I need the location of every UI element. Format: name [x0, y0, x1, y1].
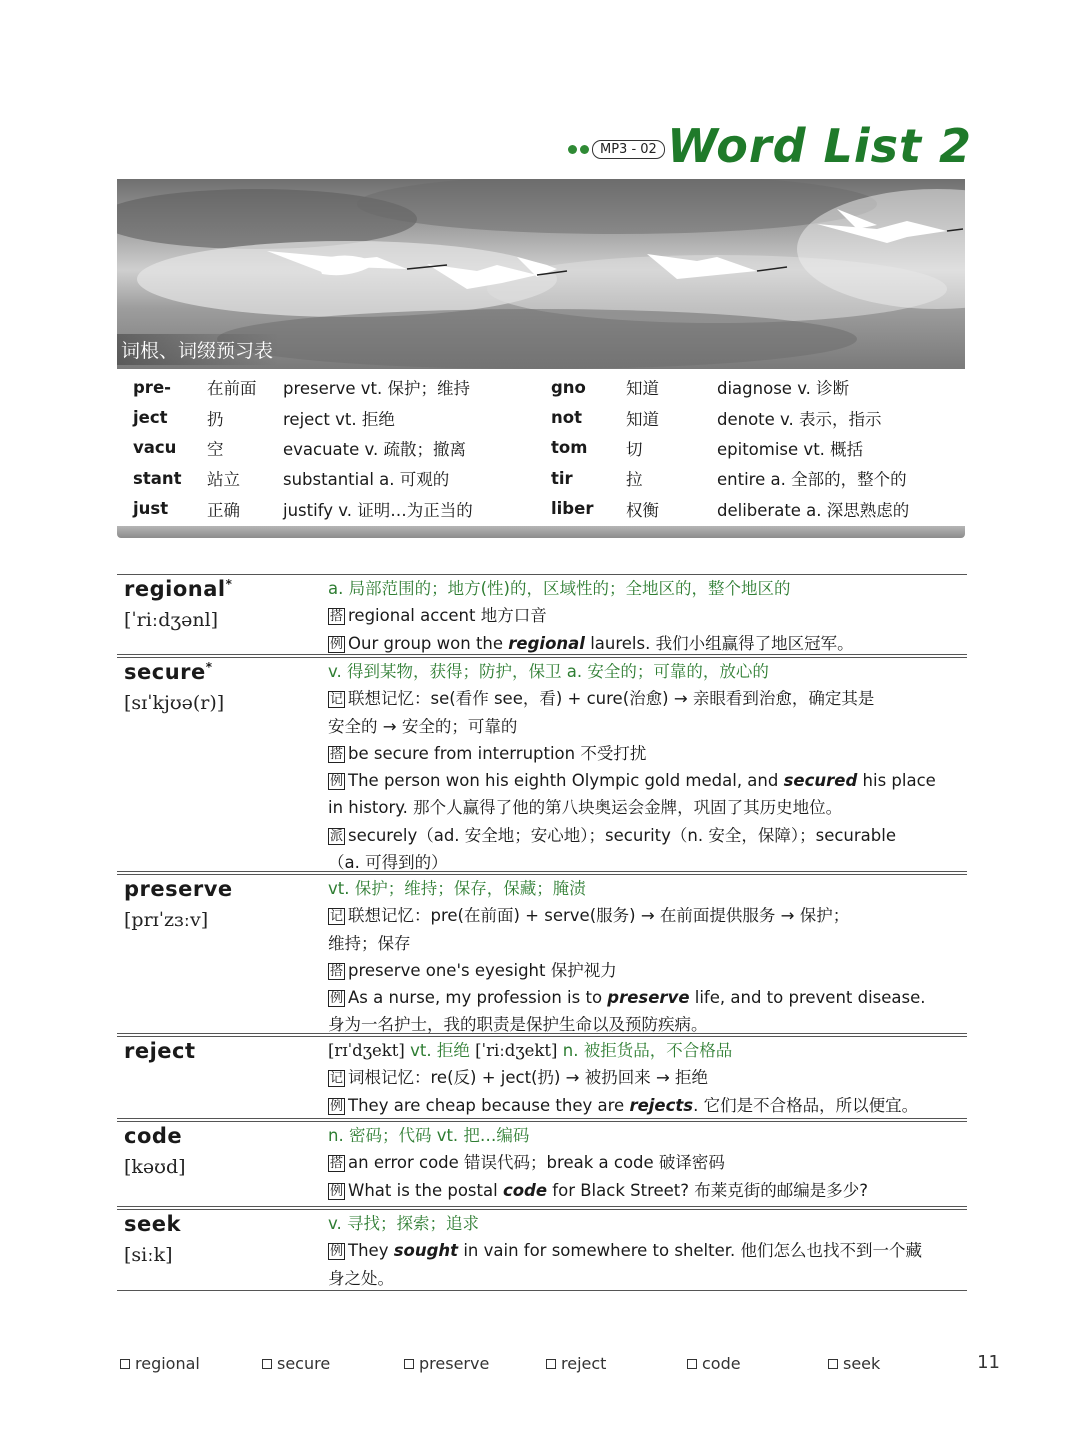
headword: regional*	[124, 577, 233, 601]
header	[560, 118, 972, 178]
roots-preview-table	[117, 372, 965, 524]
root: just	[133, 499, 169, 519]
root: tom	[551, 438, 588, 458]
root: gno	[551, 377, 586, 397]
pronunciation-verb: [rɪˈdʒekt]	[328, 1041, 405, 1060]
checklist-item-seek[interactable]: seek	[828, 1354, 880, 1373]
collocation-tag-icon: 搭	[330, 1156, 344, 1172]
checkbox-icon[interactable]	[546, 1359, 556, 1369]
headword: seek	[124, 1212, 181, 1236]
entry-secure	[117, 657, 967, 872]
entry-reject	[117, 1036, 967, 1119]
roots-row	[117, 372, 909, 402]
roots-row	[117, 402, 909, 432]
mp3-label[interactable]: MP3 - 02	[592, 140, 665, 159]
root-meaning: 在前面	[207, 379, 257, 399]
root-example: entire a. 全部的，整个的	[717, 470, 907, 490]
checklist-item-secure[interactable]: secure	[262, 1354, 330, 1373]
root-meaning: 站立	[207, 470, 240, 490]
root-example: diagnose v. 诊断	[717, 379, 850, 399]
roots-row	[117, 433, 909, 463]
entry-preserve	[117, 874, 967, 1034]
collocation: 搭 regional accent 地方口音	[330, 606, 547, 626]
root: liber	[551, 499, 594, 519]
example-tag-icon: 例	[330, 991, 344, 1007]
checklist-item-preserve[interactable]: preserve	[404, 1354, 489, 1373]
entry-regional	[117, 574, 967, 655]
example-sentence: 例 They are cheap because they are rejects. 它们是不合格品，所以便宜。	[330, 1095, 919, 1115]
derived-tag-icon: 派	[330, 828, 344, 844]
memory-tag-icon: 记	[330, 909, 344, 925]
definition: vt. 保护；维持；保存，保藏；腌渍	[328, 879, 586, 898]
table-bottom-bar	[117, 526, 965, 538]
root: vacu	[133, 438, 177, 458]
root-example: denote v. 表示，指示	[717, 409, 882, 429]
root-meaning: 知道	[626, 409, 659, 429]
memory-tip-cont: 安全的 → 安全的；可靠的	[328, 716, 518, 736]
memory-tip: 记 联想记忆：pre(在前面) + serve(服务) → 在前面提供服务 → 保护；	[330, 906, 850, 926]
definition: v. 寻找；探索；追求	[328, 1214, 479, 1233]
memory-tip: 记 词根记忆：re(反) + ject(扔) → 被扔回来 → 拒绝	[330, 1068, 709, 1088]
pronunciation: [siːk]	[124, 1244, 173, 1266]
pronunciation: [prɪˈzɜːv]	[124, 909, 209, 931]
checkbox-icon[interactable]	[120, 1359, 130, 1369]
root-meaning: 空	[207, 439, 224, 459]
example-sentence-cont: 身之处。	[328, 1268, 394, 1288]
entry-content	[328, 1210, 967, 1294]
pronunciation: [sɪˈkjʊə(r)]	[124, 692, 225, 714]
memory-tag-icon: 记	[330, 692, 344, 708]
root-example: reject vt. 拒绝	[283, 409, 395, 429]
root-example: deliberate a. 深思熟虑的	[717, 500, 910, 520]
banner-image	[117, 179, 965, 369]
root-meaning: 拉	[626, 470, 643, 490]
banner-label: 词根、词缀预习表	[117, 334, 279, 365]
headword: preserve	[124, 877, 233, 901]
headword: secure*	[124, 660, 213, 684]
entry-content	[328, 575, 967, 659]
root-example: substantial a. 可观的	[283, 470, 450, 490]
roots-row	[117, 494, 909, 524]
example-sentence: 例 Our group won the regional laurels. 我们小组赢得了地区冠军。	[330, 633, 854, 653]
example-sentence-cont: in history. 那个人赢得了他的第八块奥运会金牌，巩固了其历史地位。	[328, 798, 843, 818]
star-mark: *	[225, 577, 233, 591]
example-sentence: 例 The person won his eighth Olympic gold medal, and secured his place	[330, 771, 936, 791]
word-entries	[117, 574, 967, 1293]
pronunciation-noun: [ˈriːdʒekt]	[475, 1041, 558, 1060]
entry-content	[328, 875, 967, 1041]
pronunciation: [kəʊd]	[124, 1156, 186, 1178]
checklist-item-code[interactable]: code	[687, 1354, 741, 1373]
root-meaning: 知道	[626, 379, 659, 399]
audio-disc-icon	[568, 145, 577, 154]
entry-code	[117, 1121, 967, 1207]
derived-words-cont: （a. 可得到的）	[328, 853, 448, 873]
checklist-item-regional[interactable]: regional	[120, 1354, 200, 1373]
audio-disc-icon	[580, 145, 589, 154]
definition: a. 局部范围的；地方(性)的，区域性的；全地区的，整个地区的	[328, 579, 791, 598]
definition: [rɪˈdʒekt] vt. 拒绝 [ˈriːdʒekt] n. 被拒货品，不合格品	[328, 1041, 733, 1060]
memory-tip: 记 联想记忆：se(看作 see，看) + cure(治愈) → 亲眼看到治愈，确定其是	[330, 689, 875, 709]
root: pre-	[133, 377, 171, 397]
memory-tip-cont: 维持；保存	[328, 933, 411, 953]
entry-content	[328, 658, 967, 878]
page-title: Word List 2	[667, 119, 972, 173]
checkbox-icon[interactable]	[828, 1359, 838, 1369]
checklist-item-reject[interactable]: reject	[546, 1354, 606, 1373]
checkbox-icon[interactable]	[687, 1359, 697, 1369]
root-meaning: 权衡	[626, 500, 659, 520]
root: ject	[133, 408, 168, 428]
roots-row	[117, 463, 909, 493]
root: stant	[133, 468, 182, 488]
root-example: evacuate v. 疏散；撤离	[283, 439, 467, 459]
mp3-audio[interactable]	[568, 140, 665, 159]
collocation-tag-icon: 搭	[330, 963, 344, 979]
entry-content	[328, 1122, 967, 1206]
example-sentence-cont: 身为一名护士，我的职责是保护生命以及预防疾病。	[328, 1015, 708, 1035]
footer-checklist	[120, 1352, 1020, 1378]
example-tag-icon: 例	[330, 1244, 344, 1260]
root-meaning: 扔	[207, 409, 224, 429]
example-sentence: 例 What is the postal code for Black Street? 布莱克街的邮编是多少?	[330, 1180, 869, 1200]
root: not	[551, 408, 582, 428]
example-tag-icon: 例	[330, 1098, 344, 1114]
memory-tag-icon: 记	[330, 1071, 344, 1087]
page-number: 11	[977, 1352, 1000, 1373]
collocation: 搭 be secure from interruption 不受打扰	[330, 743, 647, 763]
collocation-tag-icon: 搭	[330, 609, 344, 625]
checkbox-icon[interactable]	[404, 1359, 414, 1369]
root-meaning: 切	[626, 439, 643, 459]
entry-content	[328, 1037, 967, 1121]
derived-words: 派 securely（ad. 安全地；安心地）；security（n. 安全，保障）；securable	[330, 825, 896, 845]
entry-seek	[117, 1209, 967, 1291]
definition: v. 得到某物，获得；防护，保卫 a. 安全的；可靠的，放心的	[328, 662, 769, 681]
example-tag-icon: 例	[330, 1183, 344, 1199]
root-example: epitomise vt. 概括	[717, 439, 864, 459]
root: tir	[551, 468, 573, 488]
headword: reject	[124, 1039, 196, 1063]
headword: code	[124, 1124, 183, 1148]
example-sentence: 例 As a nurse, my profession is to preserve life, and to prevent disease.	[330, 988, 926, 1008]
root-example: justify v. 证明…为正当的	[283, 500, 473, 520]
collocation: 搭 an error code 错误代码；break a code 破译密码	[330, 1153, 725, 1173]
definition: n. 密码；代码 vt. 把…编码	[328, 1126, 530, 1145]
example-tag-icon: 例	[330, 774, 344, 790]
star-mark: *	[205, 660, 213, 674]
example-tag-icon: 例	[330, 636, 344, 652]
root-example: preserve vt. 保护；维持	[283, 379, 470, 399]
checkbox-icon[interactable]	[262, 1359, 272, 1369]
collocation-tag-icon: 搭	[330, 746, 344, 762]
pronunciation: [ˈriːdʒənl]	[124, 609, 219, 631]
root-meaning: 正确	[207, 500, 240, 520]
collocation: 搭 preserve one's eyesight 保护视力	[330, 960, 617, 980]
example-sentence: 例 They sought in vain for somewhere to shelter. 他们怎么也找不到一个藏	[330, 1241, 923, 1261]
